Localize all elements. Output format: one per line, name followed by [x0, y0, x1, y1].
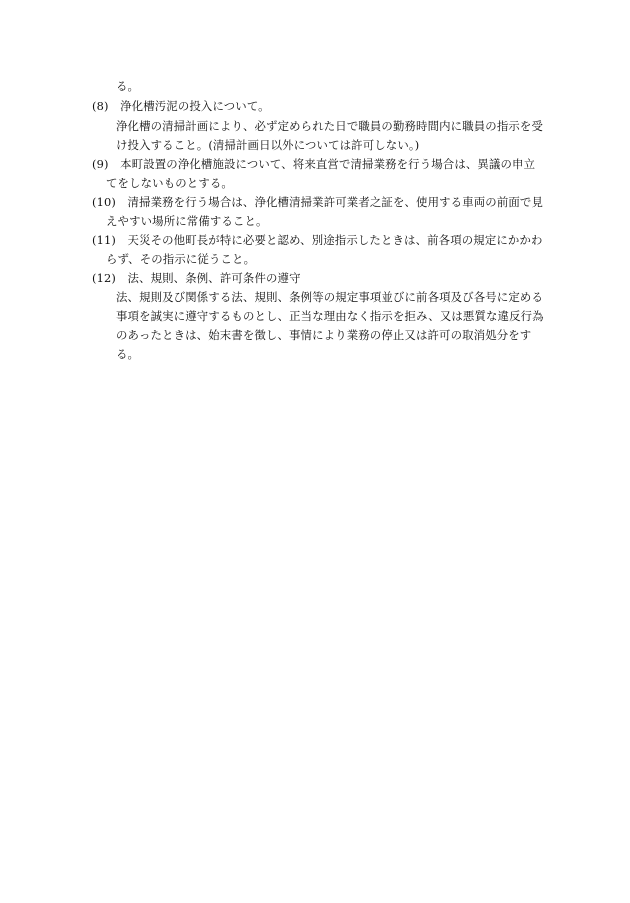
item-8-body-line-1: 浄化槽の清掃計画により、必ず定められた日で職員の勤務時間内に職員の指示を受: [116, 119, 544, 133]
item-9-line-1: (9) 本町設置の浄化槽施設について、将来直営で清掃業務を行う場合は、異議の申立: [92, 157, 536, 171]
item-10-line-2: えやすい場所に常備すること。: [106, 214, 268, 228]
item-8-body-line-2: け投入すること。(清掃計画日以外については許可しない。): [116, 138, 420, 152]
item-8-heading: (8) 浄化槽汚泥の投入について。: [92, 99, 270, 113]
item-12-body-line-2: 事項を誠実に遵守するものとし、正当な理由なく指示を拒み、又は悪質な違反行為: [116, 309, 544, 323]
item-10-line-1: (10) 清掃業務を行う場合は、浄化槽清掃業許可業者之証を、使用する車両の前面で見: [92, 195, 543, 209]
item-9-line-2: てをしないものとする。: [106, 176, 233, 190]
item-12-body-line-1: 法、規則及び関係する法、規則、条例等の規定事項並びに前各項及び各号に定める: [116, 290, 544, 304]
item-12-body-line-4: る。: [116, 347, 140, 361]
item-11-line-2: らず、その指示に従うこと。: [106, 252, 256, 266]
item-12-heading: (12) 法、規則、条例、許可条件の遵守: [92, 271, 301, 285]
item-11-line-1: (11) 天災その他町長が特に必要と認め、別途指示したときは、前各項の規定にかかわ: [92, 233, 543, 247]
item-12-body-line-3: のあったときは、始末書を徴し、事情により業務の停止又は許可の取消処分をす: [116, 328, 532, 342]
text-line-continuation: る。: [116, 79, 140, 93]
